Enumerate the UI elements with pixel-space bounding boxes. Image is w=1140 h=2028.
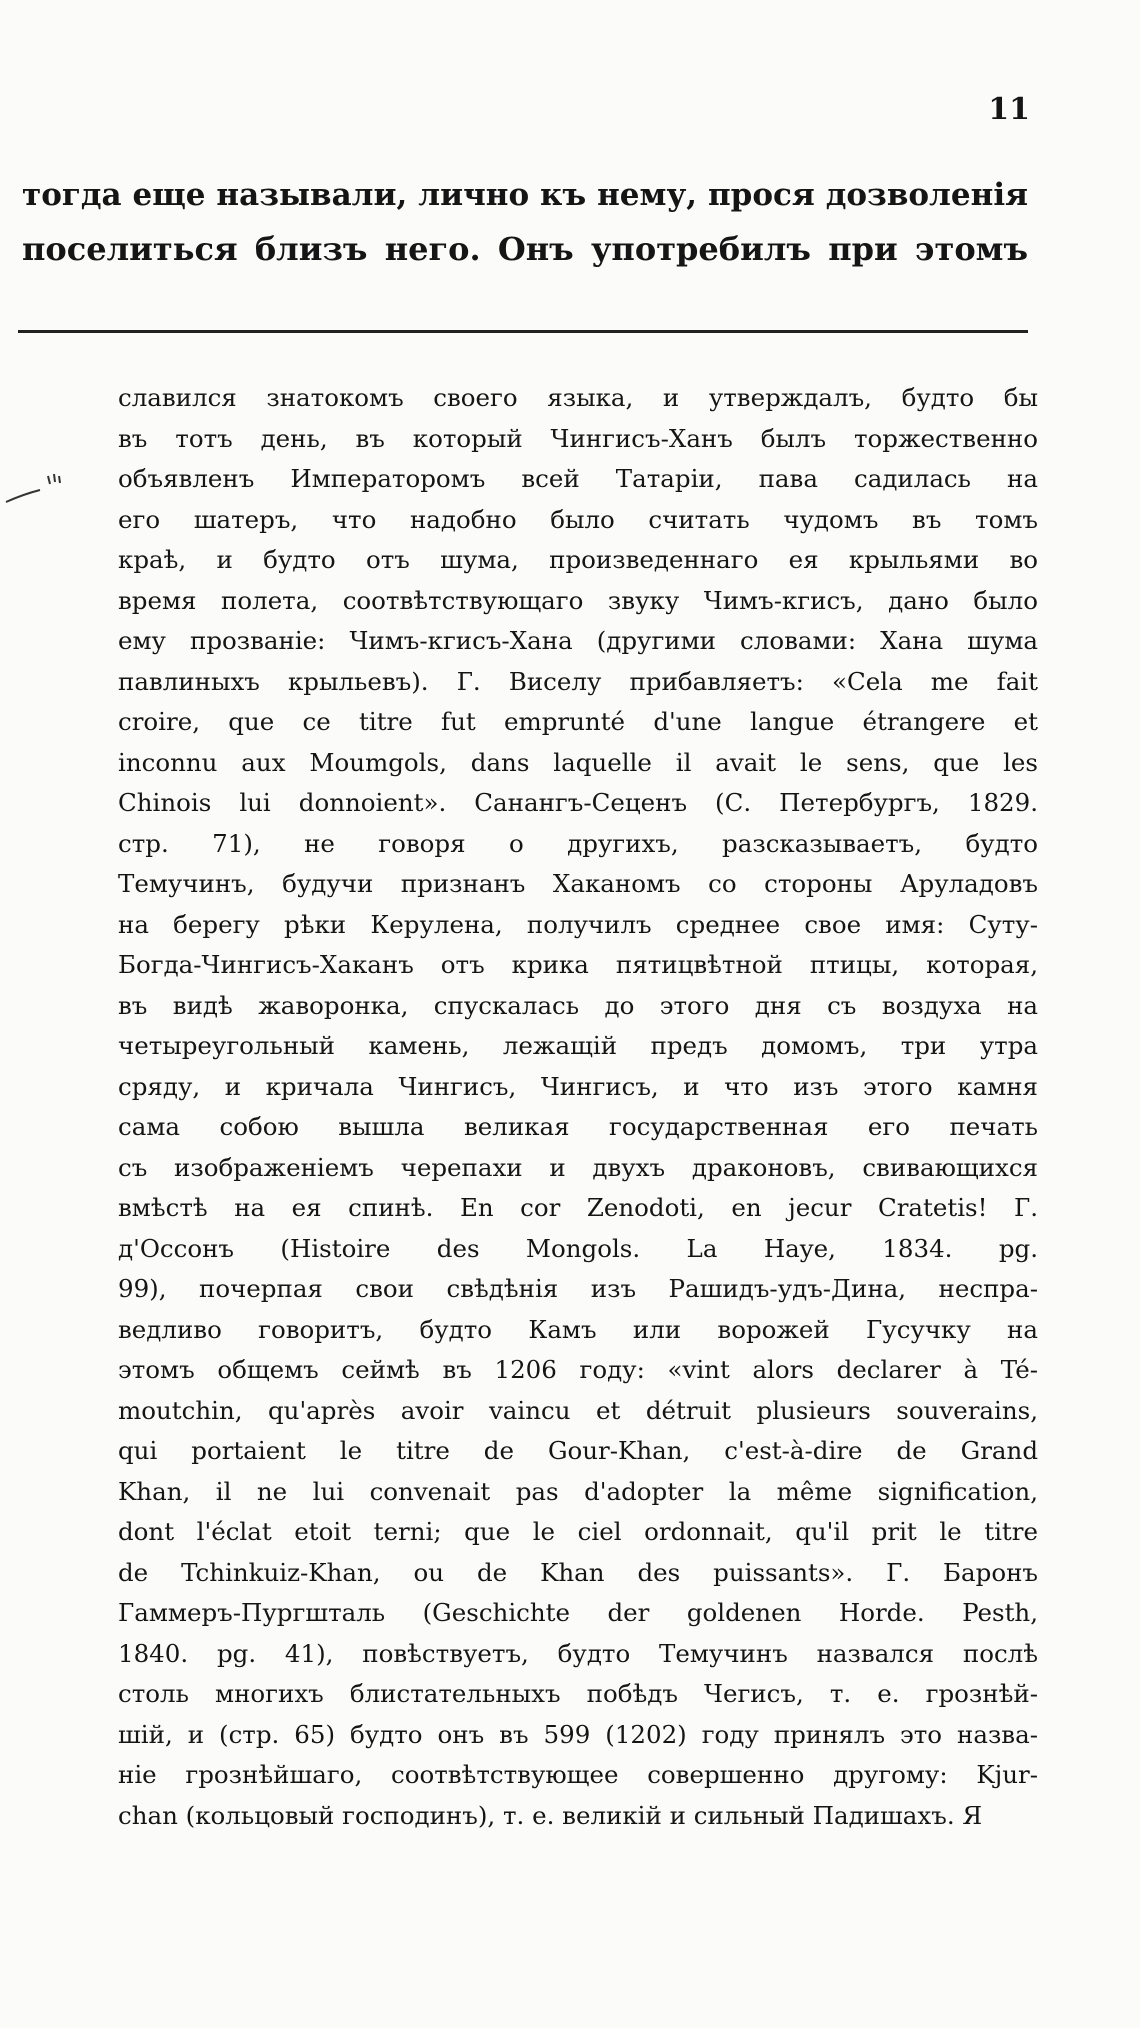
footnote-line: время полета, соотвѣтствующаго звуку Чимъ-кгисъ, дано было (118, 585, 1038, 615)
footnote-line: шій, и (стр. 65) будто онъ въ 599 (1202) году принялъ это назва- (118, 1719, 1038, 1749)
footnote-line: Темучинъ, будучи признанъ Хаканомъ со стороны Аруладовъ (118, 869, 1038, 898)
footnote-line: ему прозваніе: Чимъ-кгисъ-Хана (другими словами: Хана шума (118, 626, 1038, 655)
footnote-line: dont l'éclat etoit terni; que le ciel ordonnait, qu'il prit le titre (118, 1517, 1038, 1546)
footnote-line: столь многихъ блистательныхъ побѣдъ Чегисъ, т. е. грознѣй- (118, 1679, 1038, 1708)
footnote-line: de Tchinkuiz-Khan, ou de Khan des puissants». Г. Баронъ (118, 1557, 1038, 1587)
footnote-line: inconnu aux Moumgols, dans laquelle il avait le sens, que les (118, 747, 1038, 777)
footnote-line: сряду, и кричала Чингисъ, Чингисъ, и что изъ этого камня (118, 1071, 1038, 1101)
footnote-line: ніе грознѣйшаго, соотвѣтствующее совершенно другому: Kjur- (118, 1760, 1038, 1789)
footnote-line: qui portaient le titre de Gour-Khan, c'est-à-dire de Grand (118, 1436, 1038, 1465)
footnote-line: 99), почерпая свои свѣдѣнія изъ Рашидъ-удъ-Дина, неспра- (118, 1274, 1038, 1303)
footnote-divider (18, 330, 1028, 333)
footnote-line: славился знатокомъ своего языка, и утверждалъ, будто бы (118, 383, 1038, 412)
footnote-line: Гаммеръ-Пургшталь (Geschichte der goldenen Horde. Pesth, (118, 1598, 1038, 1627)
footnote-line: Богда-Чингисъ-Хаканъ отъ крика пятицвѣтной птицы, которая, (118, 950, 1038, 979)
footnote-line: съ изображеніемъ черепахи и двухъ драконовъ, свивающихся (118, 1152, 1038, 1182)
footnote-line: Chinois lui donnoient». Санангъ-Сеценъ (С. Петербургъ, 1829. (118, 788, 1038, 817)
footnote-line: его шатеръ, что надобно было считать чудомъ въ томъ (118, 504, 1038, 534)
footnote-line: moutchin, qu'après avoir vaincu et détruit plusieurs souverains, (118, 1395, 1038, 1425)
footnote-line: д'Оссонъ (Histoire des Mongols. La Haye, 1834. pg. (118, 1233, 1038, 1263)
footnote-line: въ тотъ день, въ который Чингисъ-Ханъ былъ торжественно (118, 423, 1038, 453)
footnote-line: 1840. pg. 41), повѣствуетъ, будто Темучинъ назвался послѣ (118, 1638, 1038, 1668)
footnote-line: стр. 71), не говоря о другихъ, разсказываетъ, будто (118, 828, 1038, 858)
footnote-line: четыреугольный камень, лежащій предъ домомъ, три утра (118, 1031, 1038, 1060)
footnote-line: павлиныхъ крыльевъ). Г. Виселу прибавляетъ: «Cela me fait (118, 666, 1038, 696)
main-text-line: тогда еще называли, лично къ нему, прося дозволенія (22, 177, 1028, 213)
main-text (22, 168, 1028, 276)
footnote-line: на берегу рѣки Керулена, получилъ среднее свое имя: Суту- (118, 909, 1038, 939)
footnote-line: краѣ, и будто отъ шума, произведеннаго ея крыльями во (118, 545, 1038, 574)
page-number: 11 (988, 92, 1030, 127)
main-text-line: поселиться близъ него. Онъ употребилъ при этомъ (22, 230, 1028, 268)
footnote (118, 378, 1038, 1836)
footnote-line: объявленъ Императоромъ всей Татаріи, пава садилась на (118, 464, 1038, 493)
footnote-line: croire, que ce titre fut emprunté d'une langue étrangere et (118, 707, 1038, 736)
footnote-line: въ видѣ жаворонка, спускалась до этого дня съ воздуха на (118, 990, 1038, 1020)
footnote-line: этомъ общемъ сеймѣ въ 1206 году: «vint alors declarer à Té- (118, 1355, 1038, 1384)
footnote-line: chan (кольцовый господинъ), т. е. великій и сильный Падишахъ. Я (118, 1800, 983, 1830)
margin-annotation-mark (4, 468, 64, 508)
footnote-line: Khan, il ne lui convenait pas d'adopter la même signification, (118, 1476, 1038, 1506)
footnote-line: вмѣстѣ на ея спинѣ. En cor Zenodoti, en jecur Cratetis! Г. (118, 1193, 1038, 1222)
footnote-line: сама собою вышла великая государственная его печать (118, 1112, 1038, 1141)
footnote-line: ведливо говоритъ, будто Камъ или ворожей Гусучку на (118, 1314, 1038, 1344)
